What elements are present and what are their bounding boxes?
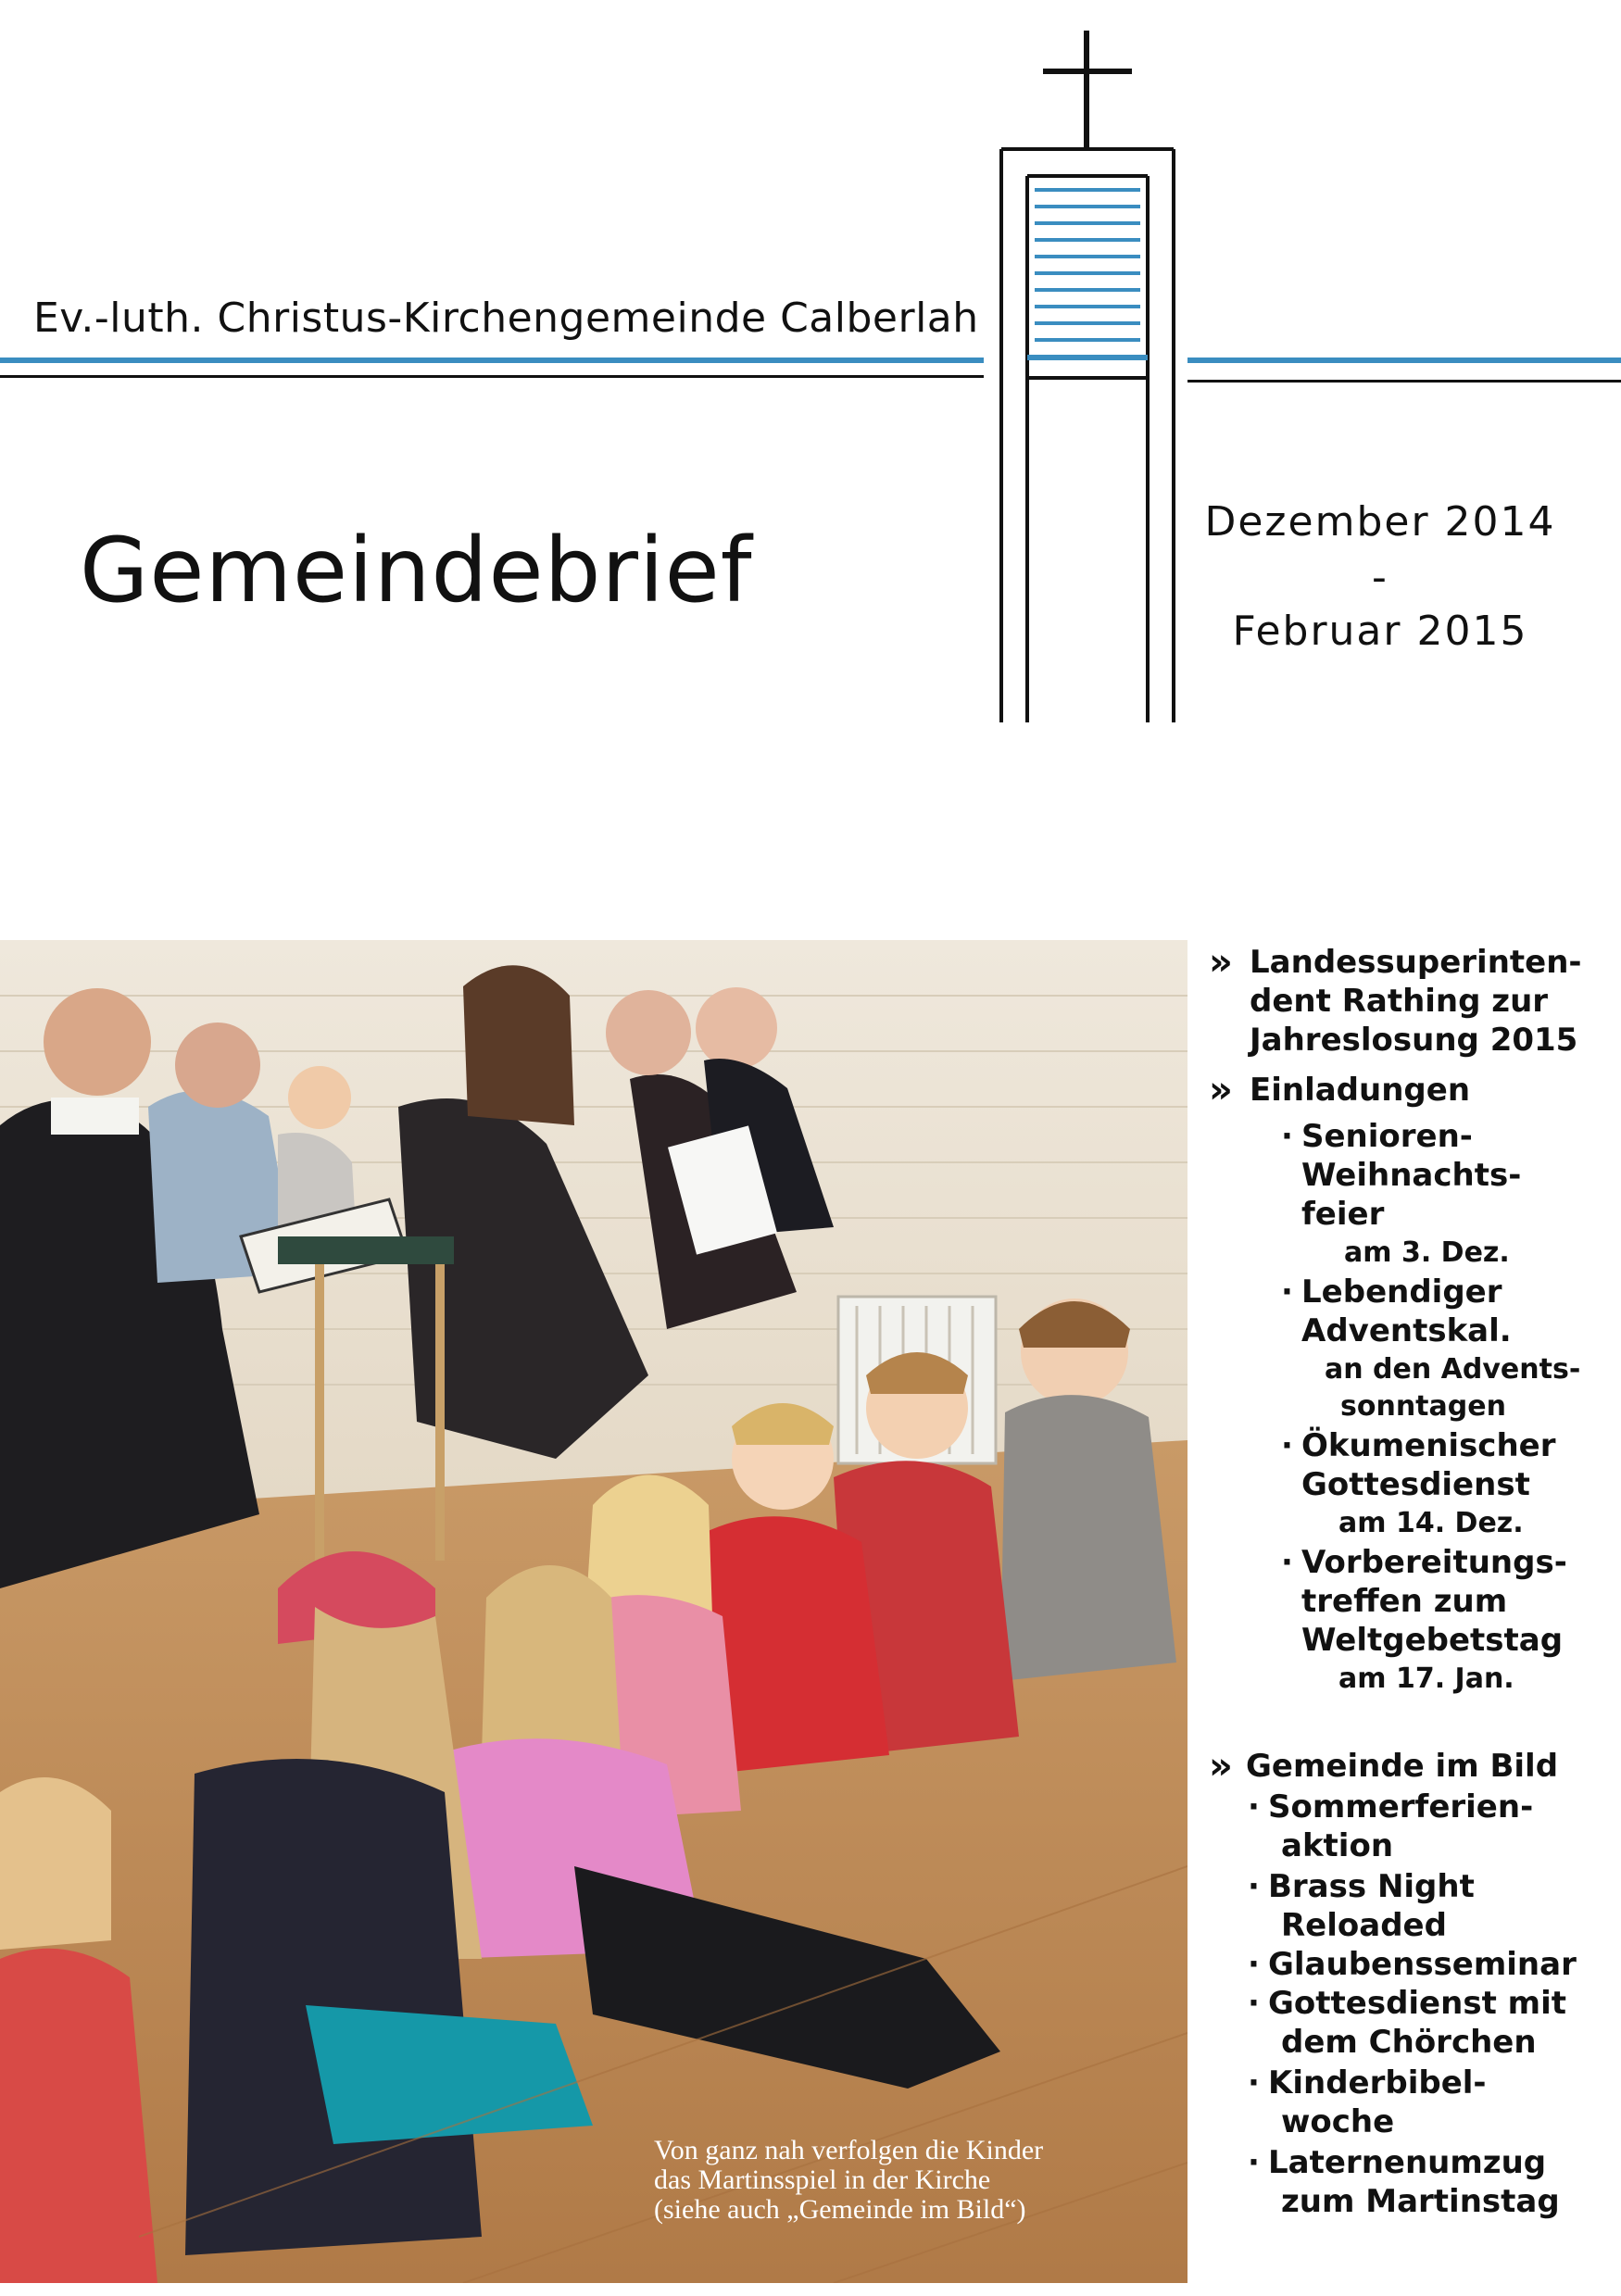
header-rule-black-right (1187, 380, 1621, 383)
invitation-item-line: Senioren- (1301, 1118, 1473, 1155)
gallery-item-line: dem Chörchen (1281, 2024, 1537, 2061)
invitation-item-line: Weihnachts- (1301, 1157, 1522, 1194)
chevron-icon: » (1209, 1745, 1233, 1788)
chevron-icon: » (1209, 1069, 1233, 1111)
photo-caption-line: Von ganz nah verfolgen die Kinder (654, 2135, 1044, 2165)
gallery-item-line: woche (1281, 2103, 1395, 2140)
date-from: Dezember 2014 (1204, 498, 1556, 546)
bullet-icon: · (1281, 1427, 1293, 1464)
section-item-line: dent Rathing zur (1250, 983, 1549, 1020)
header-rule-black-left (0, 375, 984, 378)
photo-caption-line: (siehe auch „Gemeinde im Bild“) (654, 2194, 1026, 2225)
bullet-icon: · (1248, 1985, 1260, 2022)
invitation-item-line: Ökumenischer (1301, 1427, 1556, 1464)
invitation-item-date: am 14. Dez. (1338, 1507, 1524, 1539)
parish-name: Ev.-luth. Christus-Kirchengemeinde Calberlah (33, 295, 979, 342)
gallery-item-line: Reloaded (1281, 1907, 1447, 1944)
gallery-item-line: Laternenumzug (1268, 2144, 1547, 2181)
section-heading-einladungen: Einladungen (1250, 1072, 1471, 1109)
bullet-icon: · (1281, 1544, 1293, 1581)
gallery-item-line: Gottesdienst mit (1268, 1985, 1566, 2022)
invitation-item-date: am 17. Jan. (1338, 1662, 1514, 1695)
date-separator: - (1372, 554, 1389, 601)
bullet-icon: · (1248, 2064, 1260, 2102)
invitation-item-line: treffen zum (1301, 1583, 1508, 1620)
header-rule-blue-left (0, 358, 984, 363)
date-to: Februar 2015 (1232, 608, 1528, 655)
invitation-item-date: am 3. Dez. (1344, 1236, 1510, 1269)
section-item-line: Landessuperinten- (1250, 944, 1582, 981)
invitation-item-line: Lebendiger (1301, 1273, 1502, 1311)
invitation-item-line: Vorbereitungs- (1301, 1544, 1567, 1581)
gallery-item-line: aktion (1281, 1827, 1394, 1864)
gallery-item-line: Sommerferien- (1268, 1788, 1534, 1826)
invitation-item-date: an den Advents- (1325, 1353, 1581, 1386)
bullet-icon: · (1281, 1118, 1293, 1155)
gallery-item-line: zum Martinstag (1281, 2183, 1560, 2220)
chevron-icon: » (1209, 941, 1233, 984)
invitation-item-line: Weltgebetstag (1301, 1622, 1564, 1659)
gallery-item-line: Kinderbibel- (1268, 2064, 1487, 2102)
church-tower-logo-icon (991, 23, 1181, 727)
bullet-icon: · (1248, 1946, 1260, 1983)
bullet-icon: · (1281, 1273, 1293, 1311)
gallery-item-line: Glaubensseminar (1268, 1946, 1577, 1983)
bullet-icon: · (1248, 2144, 1260, 2181)
invitation-item-line: Adventskal. (1301, 1312, 1512, 1349)
invitation-item-line: Gottesdienst (1301, 1466, 1530, 1503)
bullet-icon: · (1248, 1868, 1260, 1905)
section-item-line: Jahreslosung 2015 (1250, 1022, 1578, 1059)
section-heading-gemeinde-im-bild: Gemeinde im Bild (1246, 1748, 1559, 1785)
photo-caption-line: das Martinsspiel in der Kirche (654, 2164, 991, 2195)
invitation-item-line: feier (1301, 1196, 1385, 1233)
invitation-item-date: sonntagen (1340, 1390, 1506, 1423)
photo-caption (654, 2136, 1173, 2225)
bullet-icon: · (1248, 1788, 1260, 1826)
cover-photo (0, 940, 1187, 2283)
header-rule-blue-right (1187, 358, 1621, 363)
gallery-item-line: Brass Night (1268, 1868, 1475, 1905)
page-title: Gemeindebrief (80, 519, 753, 622)
